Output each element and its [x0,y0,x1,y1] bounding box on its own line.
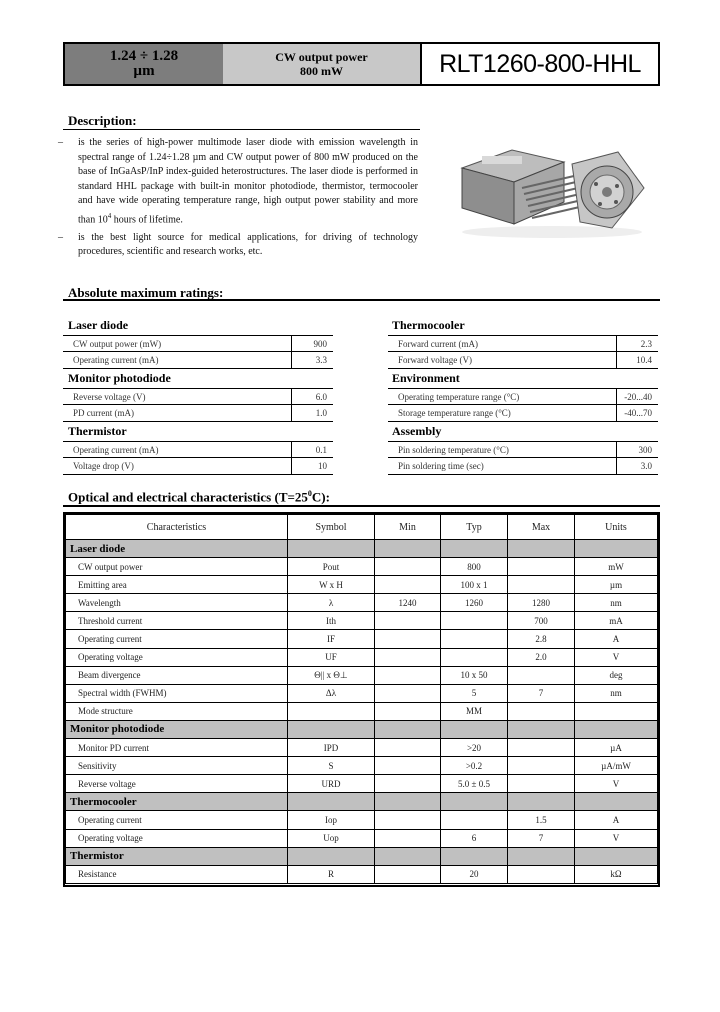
table-cell [375,702,441,720]
table-cell: µm [575,576,658,594]
table-cell: Sensitivity [66,757,288,775]
table-cell: 2.8 [508,630,575,648]
table-cell [441,612,508,630]
wavelength-cell [65,44,223,84]
table-cell: 5.0 ± 0.5 [441,775,508,793]
table-cell [375,757,441,775]
optical-rule [63,505,660,507]
table-cell: deg [575,666,658,684]
table-cell: CW output power [66,558,288,576]
table-cell: 1260 [441,594,508,612]
table-row [66,666,658,684]
rating-row: Storage temperature range (°C) -40...70 [388,405,658,422]
table-cell: Ith [288,612,375,630]
table-cell: Threshold current [66,612,288,630]
rating-row: Reverse voltage (V) 6.0 [63,388,333,405]
group-filler-cell [375,720,441,738]
table-cell: 700 [508,612,575,630]
table-cell [375,829,441,847]
table-cell: A [575,630,658,648]
rating-row: Pin soldering temperature (°C) 300 [388,441,658,458]
rating-row: PD current (mA) 1.0 [63,405,333,422]
table-cell: Θ|| x Θ⊥ [288,666,375,684]
table-cell: IPD [288,739,375,757]
ratings-group-environment: Environment [392,371,460,385]
power-cell [223,44,420,84]
laser-diode-package-image [452,128,648,240]
table-row [66,775,658,793]
group-filler-cell [288,793,375,811]
group-filler-cell [441,720,508,738]
ratings-group-thermistor: Thermistor [68,424,127,438]
table-cell [375,865,441,883]
table-group-row [66,793,658,811]
rating-row: Forward voltage (V) 10.4 [388,352,658,369]
table-cell [375,576,441,594]
table-cell: nm [575,594,658,612]
table-row [66,684,658,702]
table-cell: 1240 [375,594,441,612]
table-cell: Wavelength [66,594,288,612]
model-name: RLT1260-800-HHL [420,44,658,84]
table-cell [441,811,508,829]
group-filler-cell [575,540,658,558]
group-filler-cell [441,847,508,865]
table-cell [575,702,658,720]
table-cell: 5 [441,684,508,702]
table-cell: V [575,829,658,847]
group-filler-cell [508,540,575,558]
table-cell: 100 x 1 [441,576,508,594]
rating-row: Operating current (mA) 3.3 [63,352,333,369]
description-text [58,136,418,263]
table-cell: Operating current [66,811,288,829]
table-cell: MM [441,702,508,720]
table-cell: R [288,865,375,883]
table-cell [508,757,575,775]
rating-row: Voltage drop (V) 10 [63,458,333,475]
table-row [66,630,658,648]
column-header: Min [375,515,441,540]
table-cell: µA [575,739,658,757]
table-cell [375,666,441,684]
table-row [66,702,658,720]
ratings-group-monitor-photodiode: Monitor photodiode [68,371,171,385]
table-cell: Operating voltage [66,648,288,666]
table-cell: kΩ [575,865,658,883]
wavelength-unit: µm [133,63,155,79]
table-cell [375,558,441,576]
table-cell: 20 [441,865,508,883]
group-label: Thermistor [66,847,288,865]
group-filler-cell [375,847,441,865]
group-filler-cell [441,793,508,811]
group-filler-cell [375,540,441,558]
table-row [66,829,658,847]
table-row [66,594,658,612]
ratings-title: Absolute maximum ratings: [68,285,224,300]
table-cell: S [288,757,375,775]
table-cell: Monitor PD current [66,739,288,757]
table-cell: 7 [508,829,575,847]
table-row [66,865,658,883]
table-cell [508,558,575,576]
rating-row: Forward current (mA) 2.3 [388,335,658,352]
table-cell [508,739,575,757]
description-rule [63,129,420,130]
table-cell: Emitting area [66,576,288,594]
table-row [66,558,658,576]
table-cell: URD [288,775,375,793]
table-group-row [66,847,658,865]
table-cell [441,648,508,666]
table-cell [441,630,508,648]
column-header: Characteristics [66,515,288,540]
column-header: Max [508,515,575,540]
header-bar [63,42,660,86]
table-cell [288,702,375,720]
table-cell [508,702,575,720]
wavelength-range: 1.24 ÷ 1.28 [109,48,179,64]
table-cell: Pout [288,558,375,576]
table-cell: λ [288,594,375,612]
group-filler-cell [288,540,375,558]
table-cell: Spectral width (FWHM) [66,684,288,702]
group-filler-cell [508,793,575,811]
table-row [66,811,658,829]
table-cell: W x H [288,576,375,594]
ratings-group-thermocooler: Thermocooler [392,318,465,332]
table-row [66,576,658,594]
group-filler-cell [575,720,658,738]
table-cell: mW [575,558,658,576]
table-cell [508,865,575,883]
ratings-rule [63,299,660,301]
table-cell: Operating current [66,630,288,648]
table-row [66,648,658,666]
table-cell: 6 [441,829,508,847]
table-row [66,612,658,630]
description-paragraph-2: – is the best light source for medical applications, for driving of technology procedures, scientific and research works, etc. [58,231,418,258]
table-cell: V [575,775,658,793]
table-row [66,757,658,775]
table-cell [375,739,441,757]
power-label: CW output power [275,50,368,64]
table-header-row [66,515,658,540]
table-group-row [66,540,658,558]
column-header: Units [575,515,658,540]
table-cell: Resistance [66,865,288,883]
rating-row: CW output power (mW) 900 [63,335,333,352]
group-label: Laser diode [66,540,288,558]
table-cell: 1.5 [508,811,575,829]
table-cell [375,684,441,702]
table-group-row [66,720,658,738]
group-filler-cell [375,793,441,811]
table-cell [375,775,441,793]
table-cell [508,666,575,684]
table-cell: 2.0 [508,648,575,666]
group-filler-cell [575,793,658,811]
group-filler-cell [288,720,375,738]
table-cell: Beam divergence [66,666,288,684]
table-cell: 10 x 50 [441,666,508,684]
table-cell: Δλ [288,684,375,702]
ratings-group-laser-diode: Laser diode [68,318,129,332]
ratings-group-assembly: Assembly [392,424,442,438]
group-filler-cell [575,847,658,865]
optical-characteristics-table [63,512,660,887]
table-cell [375,612,441,630]
table-cell: Uop [288,829,375,847]
table-cell: 1280 [508,594,575,612]
group-label: Thermocooler [66,793,288,811]
table-cell [375,811,441,829]
column-header: Symbol [288,515,375,540]
optical-title: Optical and electrical characteristics $(T=25^0C)$: [68,489,330,505]
column-header: Typ [441,515,508,540]
description-paragraph-1: – is the series of high-power multimode laser diode with emission wavelength in spectral range of 1.24÷1.28 µm and CW output power of 800 mW produced on the base of InGaAsP/InP index-guided heterostructures. The laser diode is performed in standard HHL package with built-in monitor photodiode, thermistor, termocooler and have wide operating temperature range, high output power stability and more than $10^4$ hours of lifetime. [58,137,418,226]
table-cell: >20 [441,739,508,757]
table-cell: A [575,811,658,829]
table-row [66,739,658,757]
table-cell: V [575,648,658,666]
table-cell: Iop [288,811,375,829]
table-cell [375,630,441,648]
group-filler-cell [508,720,575,738]
table-cell: Reverse voltage [66,775,288,793]
table-cell: IF [288,630,375,648]
group-filler-cell [288,847,375,865]
table-cell: Mode structure [66,702,288,720]
table-cell: 800 [441,558,508,576]
table-cell [508,775,575,793]
table-cell [508,576,575,594]
table-cell [375,648,441,666]
group-label: Monitor photodiode [66,720,288,738]
table-cell: 7 [508,684,575,702]
table-cell: nm [575,684,658,702]
group-filler-cell [508,847,575,865]
table-cell: µA/mW [575,757,658,775]
description-title: Description: [68,113,137,128]
power-value: 800 mW [300,64,343,78]
table-cell: UF [288,648,375,666]
rating-row: Operating current (mA) 0.1 [63,441,333,458]
table-cell: mA [575,612,658,630]
rating-row: Operating temperature range (°C) -20...40 [388,388,658,405]
rating-row: Pin soldering time (sec) 3.0 [388,458,658,475]
table-cell: >0.2 [441,757,508,775]
group-filler-cell [441,540,508,558]
table-cell: Operating voltage [66,829,288,847]
